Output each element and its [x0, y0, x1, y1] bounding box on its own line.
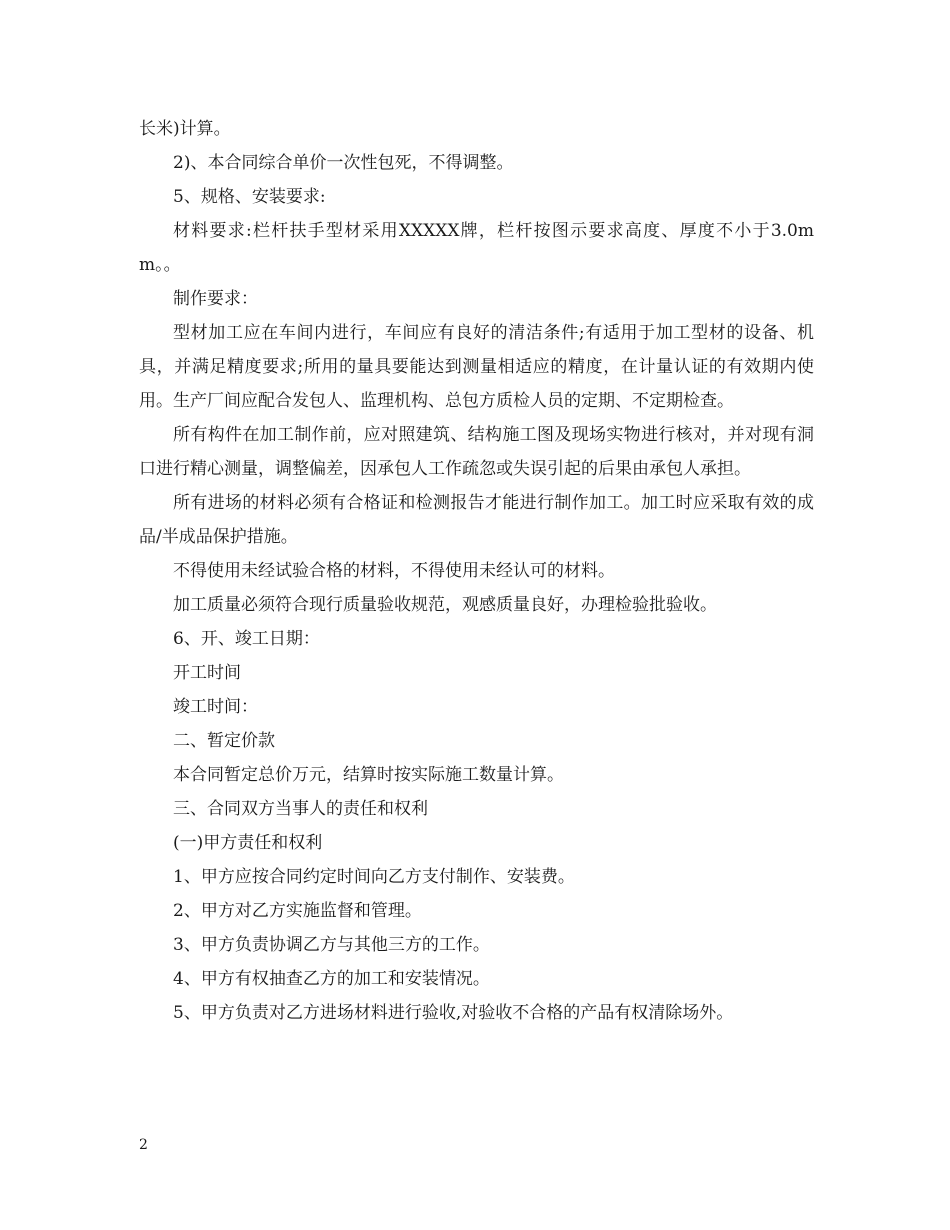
paragraph-18: 1、甲方应按合同约定时间向乙方支付制作、安装费。 [173, 867, 575, 887]
paragraph-15: 本合同暂定总价万元，结算时按实际施工数量计算。 [173, 765, 564, 785]
paragraph-10: 加工质量必须符合现行质量验收规范，观感质量良好，办理检验批验收。 [173, 595, 717, 615]
paragraph-6: 型材加工应在车间内进行，车间应有良好的清洁条件;有适用于加工型材的设备、机具，并满足精度要求;所用的量具要能达到测量相适应的精度，在计量认证的有效期内使用。生产厂间应配合发包人、监理机构、总包方质检人员的定期、不定期检查。 [139, 323, 814, 411]
paragraph-9: 不得使用未经试验合格的材料，不得使用未经认可的材料。 [173, 561, 615, 581]
document-body [139, 112, 814, 1030]
paragraph-5: 制作要求： [173, 289, 258, 309]
paragraph-8: 所有进场的材料必须有合格证和检测报告才能进行制作加工。加工时应采取有效的成品/半成品保护措施。 [139, 493, 814, 547]
paragraph-19: 2、甲方对乙方实施监督和管理。 [173, 901, 422, 921]
paragraph-11: 6、开、竣工日期： [173, 629, 320, 649]
paragraph-17: (一)甲方责任和权利 [173, 833, 323, 853]
paragraph-14: 二、暂定价款 [173, 731, 275, 751]
paragraph-4: 材料要求:栏杆扶手型材采用XXXXX牌，栏杆按图示要求高度、厚度不小于3.0mm。。 [139, 221, 814, 275]
paragraph-12: 开工时间 [173, 663, 241, 683]
paragraph-13: 竣工时间： [173, 697, 258, 717]
page-number: 2 [139, 1137, 148, 1153]
paragraph-7: 所有构件在加工制作前，应对照建筑、结构施工图及现场实物进行核对，并对现有洞口进行精心测量，调整偏差，因承包人工作疏忽或失误引起的后果由承包人承担。 [139, 425, 814, 479]
paragraph-16: 三、合同双方当事人的责任和权利 [173, 799, 428, 819]
paragraph-1: 长米)计算。 [139, 119, 231, 139]
paragraph-21: 4、甲方有权抽查乙方的加工和安装情况。 [173, 969, 490, 989]
paragraph-3: 5、规格、安装要求: [173, 187, 326, 207]
paragraph-20: 3、甲方负责协调乙方与其他三方的工作。 [173, 935, 490, 955]
paragraph-22: 5、甲方负责对乙方进场材料进行验收,对验收不合格的产品有权清除场外。 [173, 1003, 734, 1023]
paragraph-2: 2)、本合同综合单价一次性包死，不得调整。 [173, 153, 514, 173]
